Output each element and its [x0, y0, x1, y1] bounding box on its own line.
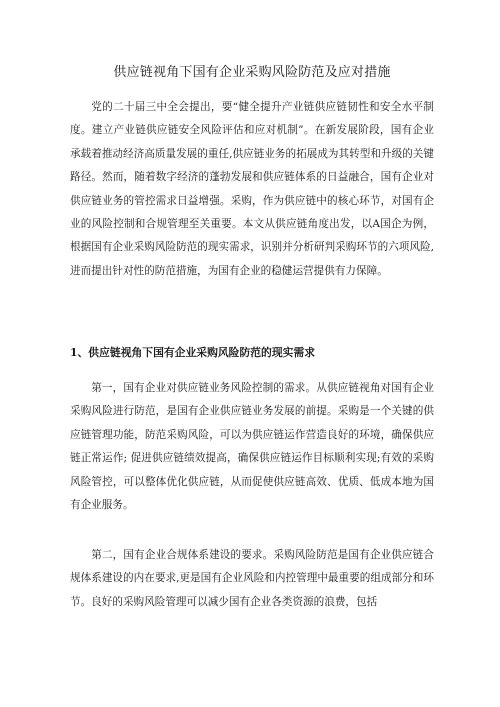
section-heading: 1、供应链视角下国有企业采购风险防范的现实需求 [70, 346, 316, 359]
document-title: 供应链视角下国有企业采购风险防范及应对措施 [113, 65, 391, 80]
intro-paragraph: 党的二十届三中全会提出，要“健全提升产业链供应链韧性和安全水平制度。建立产业链供应链安全风险评估和应对机制”。在新发展阶段，国有企业承载着推动经济高质量发展的重任,供应链业务的拓展成为其转型和升级的关键路径。然而，随着数字经济的蓬勃发展和供应链体系的日益融合，国有企业对供应链业务的管控需求日益增强。采购，作为供应链中的核心环节，对国有企业的风险控制和合规管理至关重要。本文从供应链角度出发，以A国企为例，根据国有企业采购风险防范的现实需求，识别并分析研判采购环节的六项风险,进而提出针对性的防范措施，为国有企业的稳健运营提供有力保障。 [70, 101, 434, 277]
document-page [70, 0, 434, 707]
section-paragraph-1: 第一，国有企业对供应链业务风险控制的需求。从供应链视角对国有企业采购风险进行防范，是国有企业供应链业务发展的前提。采购是一个关键的供应链管理功能，防范采购风险，可以为供应链运作营造良好的环境，确保供应链正常运作; 促进供应链绩效提高，确保供应链运作目标顺利实现;有效的采购风险管控，可以整体优化供应链，从而促使供应链高效、优质、低成本地为国有企业服务。 [70, 382, 434, 512]
section-paragraph-2: 第二，国有企业合规体系建设的要求。采购风险防范是国有企业供应链合规体系建设的内在要求,更是国有企业风险和内控管理中最重要的组成部分和环节。良好的采购风险管理可以减少国有企业各类资源的浪费，包括 [70, 549, 434, 608]
